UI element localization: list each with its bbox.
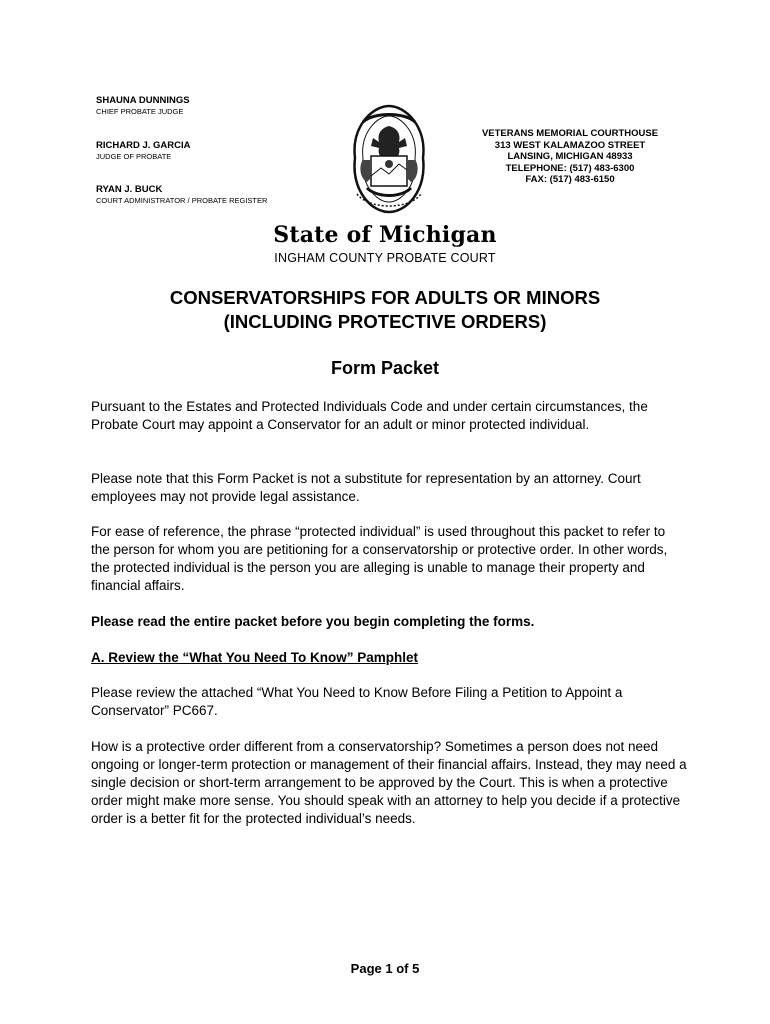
judge-title: JUDGE OF PROBATE	[96, 152, 172, 161]
state-title: State of Michigan	[273, 222, 497, 248]
section-heading-a: A. Review the “What You Need To Know” Pamphlet	[91, 650, 419, 665]
title-line-1: CONSERVATORSHIPS FOR ADULTS OR MINORS	[169, 287, 601, 308]
address-line: VETERANS MEMORIAL COURTHOUSE	[481, 128, 659, 139]
paragraph-review: Please review the attached “What You Need to Know Before Filing a Petition to Appoint a Conservator” PC667.	[91, 685, 623, 718]
michigan-seal-icon	[333, 98, 445, 220]
address-line: LANSING, MICHIGAN 48933	[507, 151, 633, 162]
paragraph-instruction: Please read the entire packet before you begin completing the forms.	[91, 614, 535, 629]
address-line: 313 WEST KALAMAZOO STREET	[494, 139, 646, 151]
judge-block-probate	[96, 140, 190, 162]
document-subtitle: Form Packet	[330, 358, 440, 378]
paragraph-protective-order: How is a protective order different from a conservatorship? Sometimes a person does not need ongoing or longer-term protection or management of their financial affairs. Instead, they may need a single decision or short-term arrangement to be approved by the Court. This is when a protective order might make more sense. You should speak with an attorney to help you decide if a protective order is a better fit for the protected individual’s needs.	[91, 739, 687, 826]
title-line-2: (INCLUDING PROTECTIVE ORDERS)	[223, 311, 547, 332]
court-name: INGHAM COUNTY PROBATE COURT	[274, 251, 496, 265]
judge-title: COURT ADMINISTRATOR / PROBATE REGISTER	[96, 196, 268, 205]
document-title	[0, 286, 770, 334]
judge-block-chief	[96, 95, 190, 117]
judge-name: SHAUNA DUNNINGS	[96, 95, 190, 106]
paragraph-intro: Pursuant to the Estates and Protected Individuals Code and under certain circumstances, the Probate Court may appoint a Conservator for an adult or minor protected individual.	[91, 399, 648, 432]
judge-title: CHIEF PROBATE JUDGE	[96, 107, 184, 116]
judge-name: RICHARD J. GARCIA	[96, 140, 191, 151]
judge-name: RYAN J. BUCK	[96, 184, 163, 195]
page-number: Page 1 of 5	[350, 961, 420, 976]
address-line: FAX: (517) 483-6150	[525, 174, 615, 185]
address-line: TELEPHONE: (517) 483-6300	[505, 162, 635, 174]
judge-block-administrator	[96, 184, 267, 206]
paragraph-definition: For ease of reference, the phrase “protected individual” is used throughout this packet to refer to the person for whom you are petitioning for a conservatorship or protective order. In other words, the protected individual is the person you are alleging is unable to manage their property and financial affairs.	[91, 524, 668, 593]
courthouse-address	[470, 128, 670, 186]
paragraph-disclaimer: Please note that this Form Packet is not a substitute for representation by an attorney. Court employees may not provide legal assistance.	[91, 471, 641, 504]
